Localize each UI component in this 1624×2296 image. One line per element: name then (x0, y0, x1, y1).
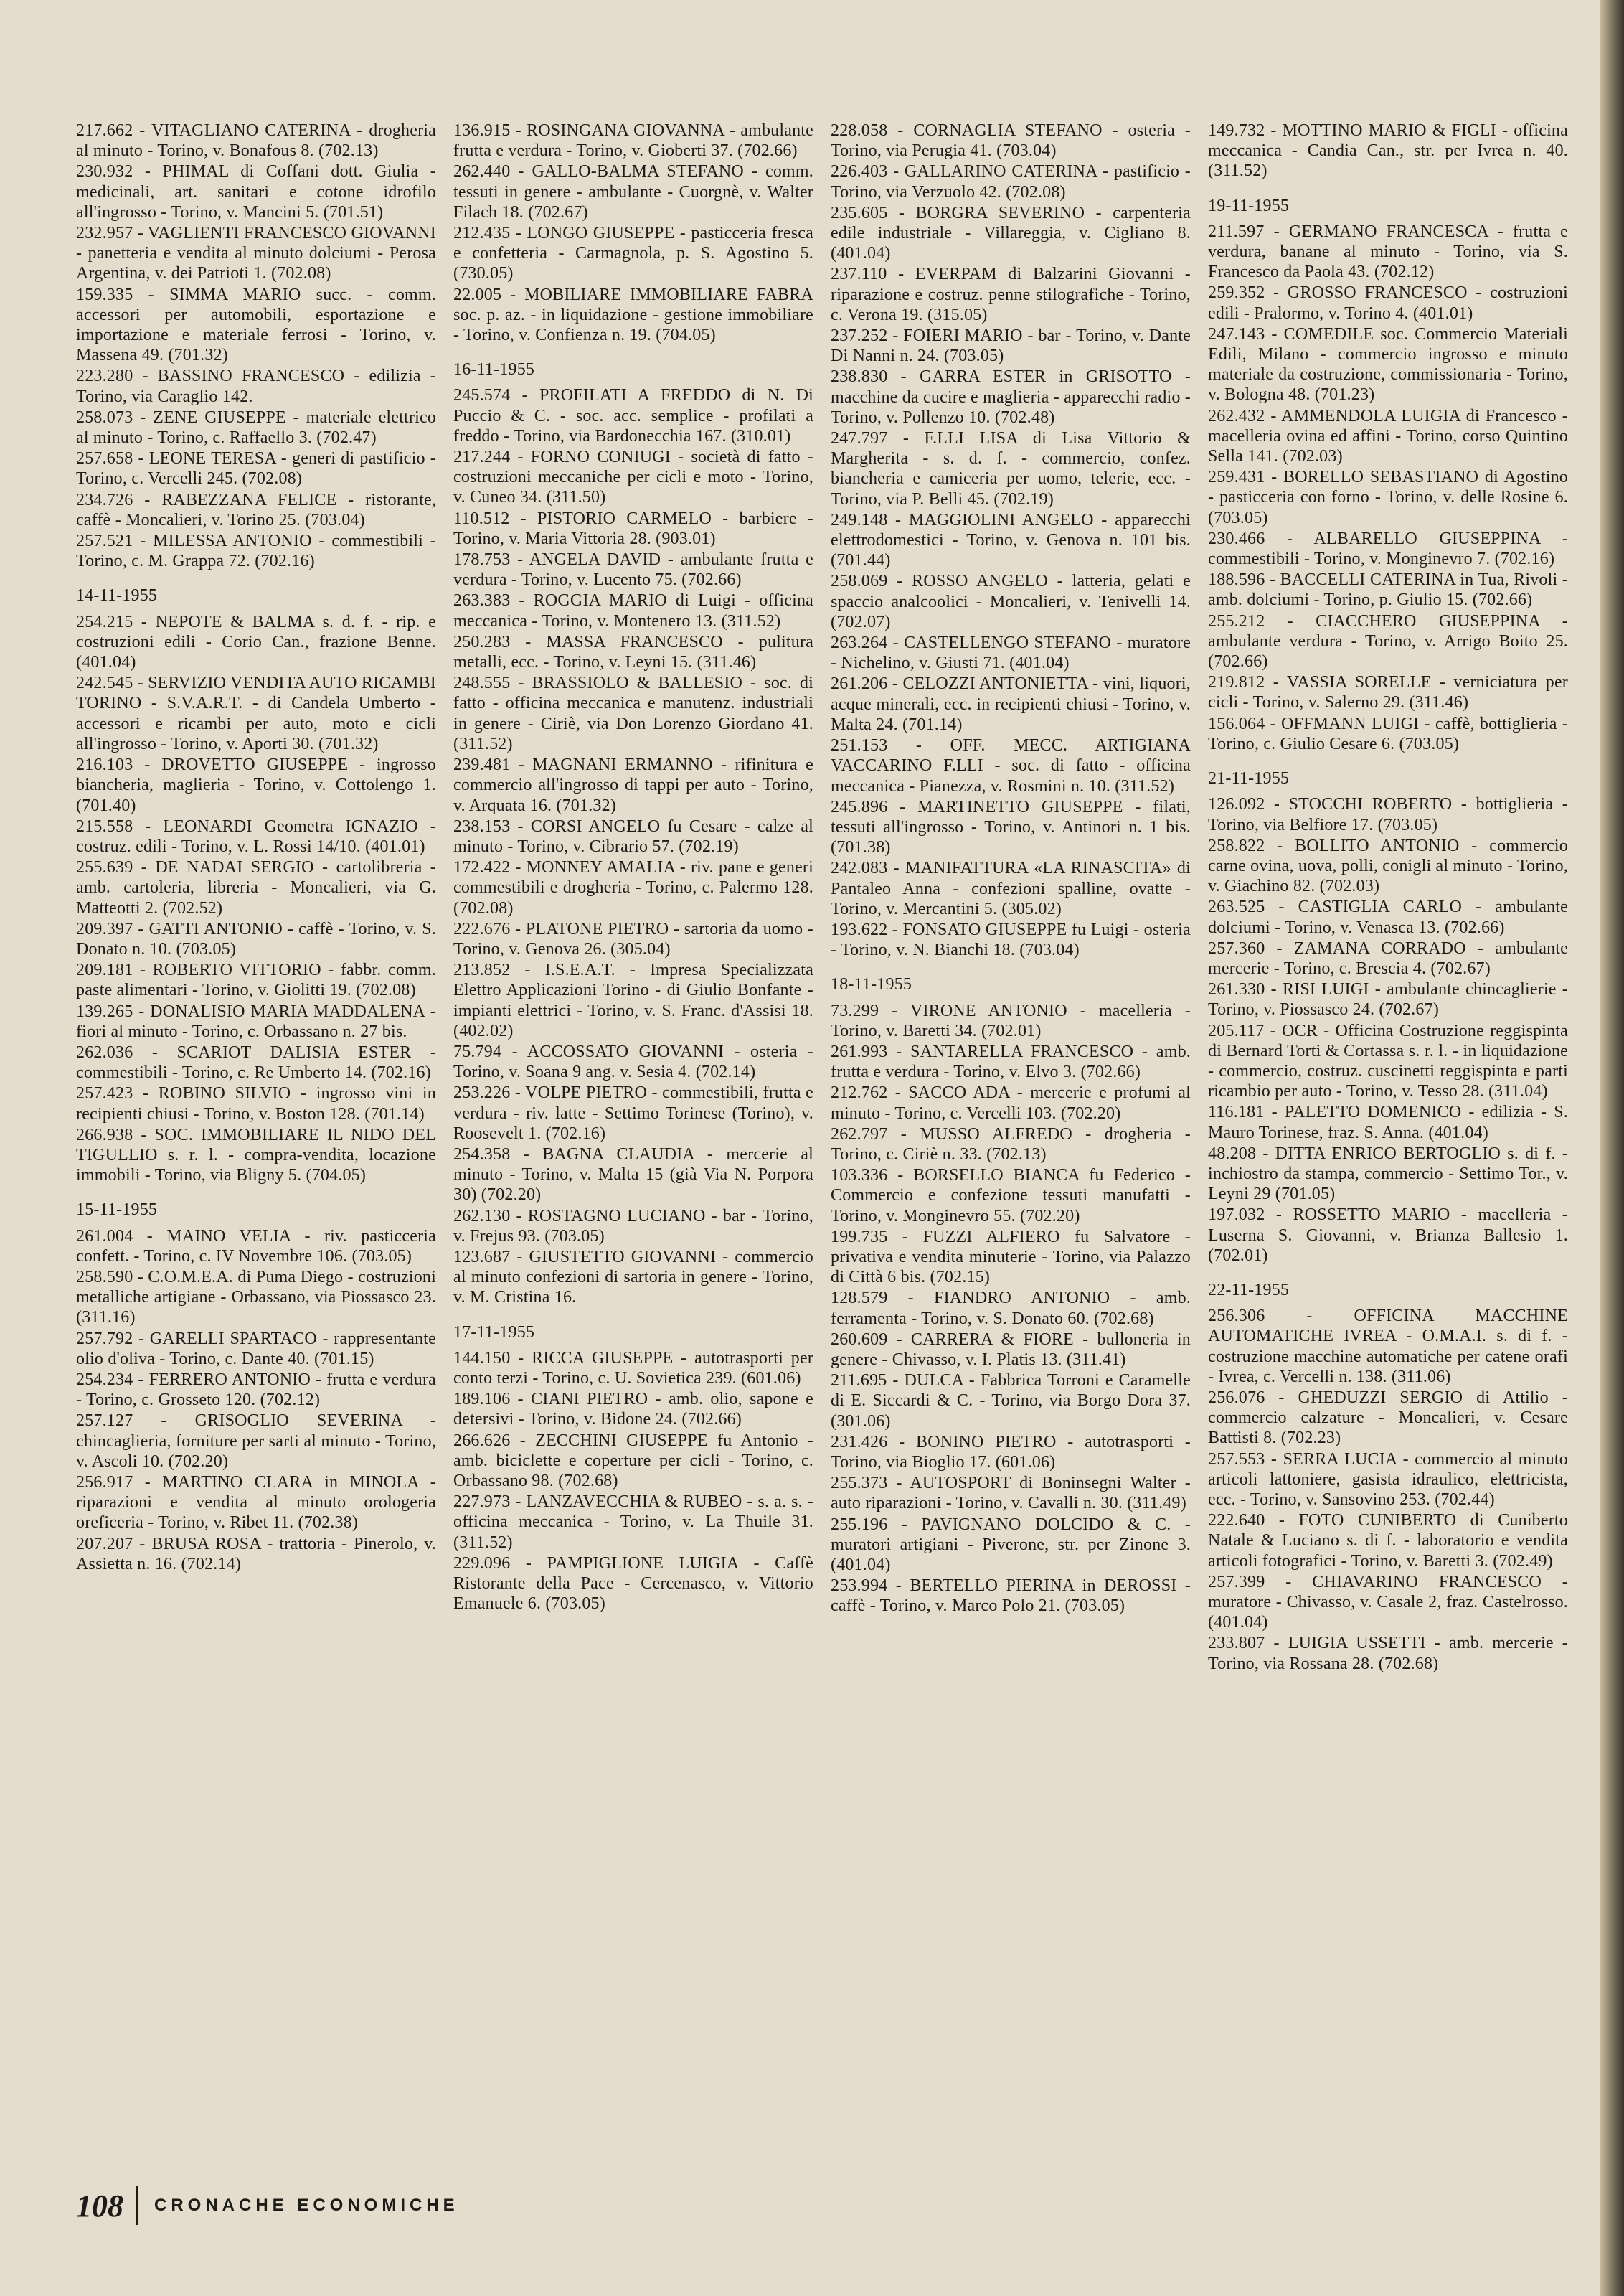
date-heading: 15-11-1955 (76, 1200, 158, 1220)
registry-entry: 255.196 - PAVIGNANO DOLCIDO & C. - muratori artigiani - Piverone, str. per Zinone 3. (401.04) (831, 1515, 1191, 1575)
registry-entry: 257.399 - CHIAVARINO FRANCESCO - muratore - Chivasso, v. Casale 2, fraz. Castelrosso. (401.04) (1208, 1572, 1568, 1632)
registry-entry: 136.915 - ROSINGANA GIOVANNA - ambulante frutta e verdura - Torino, v. Gioberti 37. (702.66) (453, 121, 813, 161)
registry-entry: 73.299 - VIRONE ANTONIO - macelleria - Torino, v. Baretti 34. (702.01) (831, 1001, 1191, 1040)
registry-entry: 222.640 - FOTO CUNIBERTO di Cuniberto Natale & Luciano s. di f. - laboratorio e vendita articoli fotografici - Torino, v. Baretti 3. (702.49) (1208, 1511, 1568, 1571)
registry-entry: 261.004 - MAINO VELIA - riv. pasticceria confett. - Torino, c. IV Novembre 106. (703.05) (76, 1226, 436, 1266)
registry-entry: 262.797 - MUSSO ALFREDO - drogheria - Torino, c. Ciriè n. 33. (702.13) (831, 1124, 1191, 1164)
registry-entry: 219.812 - VASSIA SORELLE - verniciatura per cicli - Torino, v. Salerno 29. (311.46) (1208, 673, 1568, 712)
registry-entry: 212.435 - LONGO GIUSEPPE - pasticceria fresca e confetteria - Carmagnola, p. S. Agostino 5. (730.05) (453, 224, 813, 283)
registry-entry: 258.069 - ROSSO ANGELO - latteria, gelati e spaccio analcoolici - Moncalieri, v. Tenivelli 14. (702.07) (831, 572, 1191, 631)
registry-entry: 189.106 - CIANI PIETRO - amb. olio, sapone e detersivi - Torino, v. Bidone 24. (702.66) (453, 1390, 813, 1429)
registry-entry: 212.762 - SACCO ADA - mercerie e profumi al minuto - Torino, c. Vercelli 103. (702.20) (831, 1083, 1191, 1123)
date-heading: 22-11-1955 (1208, 1280, 1290, 1299)
registry-entry: 258.073 - ZENE GIUSEPPE - materiale elettrico al minuto - Torino, c. Raffaello 3. (702.47) (76, 408, 436, 448)
registry-entry: 211.695 - DULCA - Fabbrica Torroni e Caramelle di E. Siccardi & C. - Torino, via Borgo Dora 37. (301.06) (831, 1371, 1191, 1431)
registry-entry: 238.153 - CORSI ANGELO fu Cesare - calze al minuto - Torino, v. Cibrario 57. (702.19) (453, 817, 813, 856)
registry-entry: 199.735 - FUZZI ALFIERO fu Salvatore - privativa e vendita minuterie - Torino, via Palazzo di Città 6 bis. (702.15) (831, 1227, 1191, 1287)
registry-entry: 207.207 - BRUSA ROSA - trattoria - Pinerolo, v. Assietta n. 16. (702.14) (76, 1534, 436, 1573)
registry-entry: 253.994 - BERTELLO PIERINA in DEROSSI - caffè - Torino, v. Marco Polo 21. (703.05) (831, 1576, 1191, 1616)
registry-entry: 257.360 - ZAMANA CORRADO - ambulante mercerie - Torino, c. Brescia 4. (702.67) (1208, 938, 1568, 978)
registry-entry: 242.083 - MANIFATTURA «LA RINASCITA» di Pantaleo Anna - confezioni spalline, ovatte - Torino, v. Mercantini 5. (305.02) (831, 859, 1191, 918)
registry-entry: 247.143 - COMEDILE soc. Commercio Materiali Edili, Milano - commercio ingrosso e minuto materiale da costruzione, commissionaria - Torino, v. Bologna 48. (701.23) (1208, 324, 1568, 405)
date-heading: 18-11-1955 (831, 975, 912, 994)
registry-entry: 256.306 - OFFICINA MACCHINE AUTOMATICHE IVREA - O.M.A.I. s. di f. - costruzione macchine automatiche per catene orafi - Ivrea, c. Vercelli n. 138. (311.06) (1208, 1307, 1568, 1386)
registry-entry: 260.609 - CARRERA & FIORE - bulloneria in genere - Chivasso, v. I. Platis 13. (311.41) (831, 1330, 1191, 1369)
registry-entry: 256.917 - MARTINO CLARA in MINOLA - riparazioni e vendita al minuto orologeria oreficeria - Torino, v. Ribet 11. (702.38) (76, 1473, 436, 1533)
registry-entry: 149.732 - MOTTINO MARIO & FIGLI - officina meccanica - Candia Can., str. per Ivrea n. 40. (311.52) (1208, 121, 1568, 181)
page-footer (76, 2184, 459, 2227)
registry-entry: 259.352 - GROSSO FRANCESCO - costruzioni edili - Pralormo, v. Torino 4. (401.01) (1208, 283, 1568, 323)
registry-entry: 217.662 - VITAGLIANO CATERINA - drogheria al minuto - Torino, v. Bonafous 8. (702.13) (76, 121, 436, 161)
registry-entry: 178.753 - ANGELA DAVID - ambulante frutta e verdura - Torino, v. Lucento 75. (702.66) (453, 550, 813, 590)
registry-entry: 209.181 - ROBERTO VITTORIO - fabbr. comm. paste alimentari - Torino, v. Giolitti 19. (702.08) (76, 961, 436, 1000)
registry-entry: 257.423 - ROBINO SILVIO - ingrosso vini in recipienti chiusi - Torino, v. Boston 128. (701.14) (76, 1084, 436, 1124)
registry-entry: 263.383 - ROGGIA MARIO di Luigi - officina meccanica - Torino, v. Montenero 13. (311.52) (453, 591, 813, 631)
date-heading: 16-11-1955 (453, 360, 535, 380)
registry-entry: 110.512 - PISTORIO CARMELO - barbiere - Torino, v. Maria Vittoria 28. (903.01) (453, 509, 813, 548)
publication-title: CRONACHE ECONOMICHE (154, 2196, 459, 2215)
registry-entry: 266.626 - ZECCHINI GIUSEPPE fu Antonio - amb. biciclette e coperture per cicli - Torino, c. Orbassano 98. (702.68) (453, 1431, 813, 1490)
registry-entry: 213.852 - I.S.E.A.T. - Impresa Specializzata Elettro Applicazioni Torino - di Giulio Bonfante - impianti elettrici - Torino, v. S. Franc. d'Assisi 18. (402.02) (453, 961, 813, 1040)
registry-entry: 257.553 - SERRA LUCIA - commercio al minuto articoli lattoniere, gasista idraulico, elettricista, ecc. - Torino, v. Sansovino 253. (702.44) (1208, 1449, 1568, 1509)
registry-entry: 258.822 - BOLLITO ANTONIO - commercio carne ovina, uova, polli, conigli al minuto - Torino, v. Giachino 82. (702.03) (1208, 836, 1568, 896)
registry-entry: 230.466 - ALBARELLO GIUSEPPINA - commestibili - Torino, v. Monginevro 7. (702.16) (1208, 529, 1568, 569)
column-2 (453, 121, 813, 2158)
registry-entry: 22.005 - MOBILIARE IMMOBILIARE FABRA soc. p. az. - in liquidazione - gestione immobiliare - Torino, v. Confienza n. 19. (704.05) (453, 285, 813, 345)
registry-entry: 237.252 - FOIERI MARIO - bar - Torino, v. Dante Di Nanni n. 24. (703.05) (831, 326, 1191, 366)
registry-entry: 261.330 - RISI LUIGI - ambulante chincaglierie - Torino, v. Piossasco 24. (702.67) (1208, 980, 1568, 1020)
registry-entry: 251.153 - OFF. MECC. ARTIGIANA VACCARINO F.LLI - soc. di fatto - officina meccanica - Pianezza, v. Rosmini n. 10. (311.52) (831, 736, 1191, 796)
column-4 (1208, 121, 1568, 2158)
column-1 (76, 121, 436, 2158)
registry-entry: 255.639 - DE NADAI SERGIO - cartolibreria - amb. cartoleria, libreria - Moncalieri, via G. Matteotti 2. (702.52) (76, 858, 436, 918)
registry-entry: 232.957 - VAGLIENTI FRANCESCO GIOVANNI - panetteria e vendita al minuto dolciumi - Perosa Argentina, v. dei Patrioti 1. (702.08) (76, 224, 436, 283)
registry-entry: 245.574 - PROFILATI A FREDDO di N. Di Puccio & C. - soc. acc. semplice - profilati a freddo - Torino, via Bardonecchia 167. (310.01) (453, 386, 813, 446)
registry-entry: 116.181 - PALETTO DOMENICO - edilizia - S. Mauro Torinese, fraz. S. Anna. (401.04) (1208, 1103, 1568, 1142)
registry-entry: 256.076 - GHEDUZZI SERGIO di Attilio - commercio calzature - Moncalieri, v. Cesare Battisti 8. (702.23) (1208, 1388, 1568, 1448)
listing-columns (76, 121, 1568, 2158)
registry-entry: 262.432 - AMMENDOLA LUIGIA di Francesco - macelleria ovina ed affini - Torino, corso Quintino Sella 141. (702.03) (1208, 406, 1568, 466)
registry-entry: 48.208 - DITTA ENRICO BERTOGLIO s. di f. - inchiostro da stampa, commercio - Settimo Tor., v. Leyni 29 (701.05) (1208, 1144, 1568, 1204)
registry-entry: 257.792 - GARELLI SPARTACO - rappresentante olio d'oliva - Torino, c. Dante 40. (701.15) (76, 1329, 436, 1368)
registry-entry: 229.096 - PAMPIGLIONE LUIGIA - Caffè Ristorante della Pace - Cercenasco, v. Vittorio Emanuele 6. (703.05) (453, 1553, 813, 1614)
registry-entry: 139.265 - DONALISIO MARIA MADDALENA - fiori al minuto - Torino, c. Orbassano n. 27 bis. (76, 1002, 436, 1041)
registry-entry: 126.092 - STOCCHI ROBERTO - bottiglieria - Torino, via Belfiore 17. (703.05) (1208, 795, 1568, 834)
page-number: 108 (76, 2188, 123, 2224)
registry-entry: 123.687 - GIUSTETTO GIOVANNI - commercio al minuto confezioni di sartoria in genere - Torino, v. M. Cristina 16. (453, 1247, 813, 1307)
registry-entry: 262.130 - ROSTAGNO LUCIANO - bar - Torino, v. Frejus 93. (703.05) (453, 1206, 813, 1246)
registry-entry: 254.358 - BAGNA CLAUDIA - mercerie al minuto - Torino, v. Malta 15 (già Via N. Porpora 30) (702.20) (453, 1144, 813, 1205)
registry-entry: 248.555 - BRASSIOLO & BALLESIO - soc. di fatto - officina meccanica e manutenz. industriali in genere - Ciriè, via Don Lorenzo Giordano 41. (311.52) (453, 674, 813, 753)
registry-entry: 266.938 - SOC. IMMOBILIARE IL NIDO DEL TIGULLIO s. r. l. - compra-vendita, locazione immobili - Torino, via Bligny 5. (704.05) (76, 1125, 436, 1185)
registry-entry: 193.622 - FONSATO GIUSEPPE fu Luigi - osteria - Torino, v. N. Bianchi 18. (703.04) (831, 920, 1191, 960)
registry-entry: 247.797 - F.LLI LISA di Lisa Vittorio & Margherita - s. d. f. - commercio, confez. biancheria e camiceria per uomo, telerie, ecc. - Torino, via P. Belli 45. (702.19) (831, 429, 1191, 509)
registry-entry: 217.244 - FORNO CONIUGI - società di fatto - costruzioni meccaniche per cicli e moto - Torino, v. Cuneo 34. (311.50) (453, 448, 813, 507)
registry-entry: 257.127 - GRISOGLIO SEVERINA - chincaglieria, forniture per sarti al minuto - Torino, v. Ascoli 10. (702.20) (76, 1411, 436, 1471)
registry-entry: 128.579 - FIANDRO ANTONIO - amb. ferramenta - Torino, v. S. Donato 60. (702.68) (831, 1289, 1191, 1328)
registry-entry: 263.264 - CASTELLENGO STEFANO - muratore - Nichelino, v. Giusti 71. (401.04) (831, 634, 1191, 673)
registry-entry: 242.545 - SERVIZIO VENDITA AUTO RICAMBI TORINO - S.V.A.R.T. - di Candela Umberto - accessori e ricambi per auto, moto e cicli all'ingrosso - Torino, v. Aporti 30. (701.32) (76, 674, 436, 753)
registry-entry: 156.064 - OFFMANN LUIGI - caffè, bottiglieria - Torino, c. Giulio Cesare 6. (703.05) (1208, 714, 1568, 753)
registry-entry: 234.726 - RABEZZANA FELICE - ristorante, caffè - Moncalieri, v. Torino 25. (703.04) (76, 490, 436, 530)
registry-entry: 75.794 - ACCOSSATO GIOVANNI - osteria - Torino, v. Soana 9 ang. v. Sesia 4. (702.14) (453, 1042, 813, 1082)
registry-entry: 237.110 - EVERPAM di Balzarini Giovanni - riparazione e costruz. penne stilografiche - Torino, c. Verona 19. (315.05) (831, 265, 1191, 324)
registry-entry: 259.431 - BORELLO SEBASTIANO di Agostino - pasticceria con forno - Torino, v. delle Rosine 6. (703.05) (1208, 468, 1568, 527)
registry-entry: 254.215 - NEPOTE & BALMA s. d. f. - rip. e costruzioni edili - Corio Can., frazione Benne. (401.04) (76, 612, 436, 672)
registry-entry: 249.148 - MAGGIOLINI ANGELO - apparecchi elettrodomestici - Torino, v. Genova n. 101 bis. (701.44) (831, 510, 1191, 570)
registry-entry: 262.036 - SCARIOT DALISIA ESTER - commestibili - Torino, c. Re Umberto 14. (702.16) (76, 1043, 436, 1083)
registry-entry: 245.896 - MARTINETTO GIUSEPPE - filati, tessuti all'ingrosso - Torino, v. Antinori n. 1 bis. (701.38) (831, 797, 1191, 857)
registry-entry: 223.280 - BASSINO FRANCESCO - edilizia - Torino, via Caraglio 142. (76, 367, 436, 406)
registry-entry: 253.226 - VOLPE PIETRO - commestibili, frutta e verdura - riv. latte - Settimo Torinese (Torino), v. Roosevelt 1. (702.16) (453, 1083, 813, 1143)
registry-entry: 255.212 - CIACCHERO GIUSEPPINA - ambulante verdura - Torino, v. Arrigo Boito 25. (702.66) (1208, 611, 1568, 672)
registry-entry: 263.525 - CASTIGLIA CARLO - ambulante dolciumi - Torino, v. Venasca 13. (702.66) (1208, 898, 1568, 937)
column-3 (831, 121, 1191, 2158)
registry-entry: 238.830 - GARRA ESTER in GRISOTTO - macchine da cucire e maglieria - apparecchi radio - Torino, v. Pollenzo 10. (702.48) (831, 367, 1191, 427)
registry-entry: 250.283 - MASSA FRANCESCO - pulitura metalli, ecc. - Torino, v. Leyni 15. (311.46) (453, 632, 813, 672)
registry-entry: 261.993 - SANTARELLA FRANCESCO - amb. frutta e verdura - Torino, v. Elvo 3. (702.66) (831, 1042, 1191, 1082)
registry-entry: 235.605 - BORGRA SEVERINO - carpenteria edile industriale - Villareggia, v. Cigliano 8. (401.04) (831, 203, 1191, 263)
registry-entry: 231.426 - BONINO PIETRO - autotrasporti - Torino, via Bioglio 17. (601.06) (831, 1432, 1191, 1472)
registry-entry: 226.403 - GALLARINO CATERINA - pastificio - Torino, via Verzuolo 42. (702.08) (831, 162, 1191, 202)
registry-entry: 254.234 - FERRERO ANTONIO - frutta e verdura - Torino, c. Grosseto 120. (702.12) (76, 1370, 436, 1410)
registry-entry: 205.117 - OCR - Officina Costruzione reggispinta di Bernard Torti & Cortassa s. r. l. - in liquidazione - commercio, costruz. cuscinetti reggispinta e parti ricambio per auto - Torino, v. Tesso 28. (311.04) (1208, 1021, 1568, 1101)
registry-entry: 239.481 - MAGNANI ERMANNO - rifinitura e commercio all'ingrosso di tappi per auto - Torino, v. Arquata 16. (701.32) (453, 756, 813, 815)
registry-entry: 103.336 - BORSELLO BIANCA fu Federico - Commercio e confezione tessuti manufatti - Torino, v. Monginevro 55. (702.20) (831, 1166, 1191, 1225)
registry-entry: 159.335 - SIMMA MARIO succ. - comm. accessori per automobili, esportazione e importazione e materiale ferrosi - Torino, v. Massena 49. (701.32) (76, 285, 436, 365)
registry-entry: 222.676 - PLATONE PIETRO - sartoria da uomo - Torino, v. Genova 26. (305.04) (453, 919, 813, 959)
registry-entry: 144.150 - RICCA GIUSEPPE - autotrasporti per conto terzi - Torino, c. U. Sovietica 239. (601.06) (453, 1348, 813, 1388)
page-edge-shadow (1600, 0, 1624, 2296)
registry-entry: 262.440 - GALLO-BALMA STEFANO - comm. tessuti in genere - ambulante - Cuorgnè, v. Walter Filach 18. (702.67) (453, 162, 813, 222)
registry-entry: 188.596 - BACCELLI CATERINA in Tua, Rivoli - amb. dolciumi - Torino, p. Giulio 15. (702.66) (1208, 570, 1568, 610)
registry-entry: 227.973 - LANZAVECCHIA & RUBEO - s. a. s. - officina meccanica - Torino, v. La Thuile 31. (311.52) (453, 1492, 813, 1552)
registry-entry: 228.058 - CORNAGLIA STEFANO - osteria - Torino, via Perugia 41. (703.04) (831, 121, 1191, 161)
registry-entry: 172.422 - MONNEY AMALIA - riv. pane e generi commestibili e drogheria - Torino, c. Palermo 128. (702.08) (453, 858, 813, 918)
registry-entry: 257.658 - LEONE TERESA - generi di pastificio - Torino, c. Vercelli 245. (702.08) (76, 449, 436, 489)
registry-entry: 215.558 - LEONARDI Geometra IGNAZIO - costruz. edili - Torino, v. L. Rossi 14/10. (401.01) (76, 817, 436, 856)
date-heading: 21-11-1955 (1208, 769, 1290, 789)
registry-entry: 257.521 - MILESSA ANTONIO - commestibili - Torino, c. M. Grappa 72. (702.16) (76, 532, 436, 571)
footer-divider (136, 2186, 138, 2225)
registry-entry: 233.807 - LUIGIA USSETTI - amb. mercerie - Torino, via Rossana 28. (702.68) (1208, 1634, 1568, 1673)
registry-entry: 216.103 - DROVETTO GIUSEPPE - ingrosso biancheria, maglieria - Torino, v. Cottolengo 1. (701.40) (76, 756, 436, 815)
registry-entry: 261.206 - CELOZZI ANTONIETTA - vini, liquori, acque minerali, ecc. in recipienti chiusi - Torino, v. Malta 24. (701.14) (831, 674, 1191, 734)
registry-entry: 255.373 - AUTOSPORT di Boninsegni Walter - auto riparazioni - Torino, v. Cavalli n. 30. (311.49) (831, 1474, 1191, 1513)
registry-entry: 197.032 - ROSSETTO MARIO - macelleria - Luserna S. Giovanni, v. Brianza Ballesio 1. (702.01) (1208, 1205, 1568, 1265)
registry-entry: 230.932 - PHIMAL di Coffani dott. Giulia - medicinali, art. sanitari e cotone idrofilo all'ingrosso - Torino, v. Mancini 5. (701.51) (76, 162, 436, 222)
registry-entry: 209.397 - GATTI ANTONIO - caffè - Torino, v. S. Donato n. 10. (703.05) (76, 919, 436, 959)
date-heading: 17-11-1955 (453, 1322, 535, 1342)
registry-entry: 258.590 - C.O.M.E.A. di Puma Diego - costruzioni metalliche artigiane - Orbassano, via Piossasco 23. (311.16) (76, 1267, 436, 1327)
registry-entry: 211.597 - GERMANO FRANCESCA - frutta e verdura, banane al minuto - Torino, via S. Francesco da Paola 43. (702.12) (1208, 222, 1568, 282)
date-heading: 19-11-1955 (1208, 196, 1290, 215)
date-heading: 14-11-1955 (76, 586, 158, 606)
